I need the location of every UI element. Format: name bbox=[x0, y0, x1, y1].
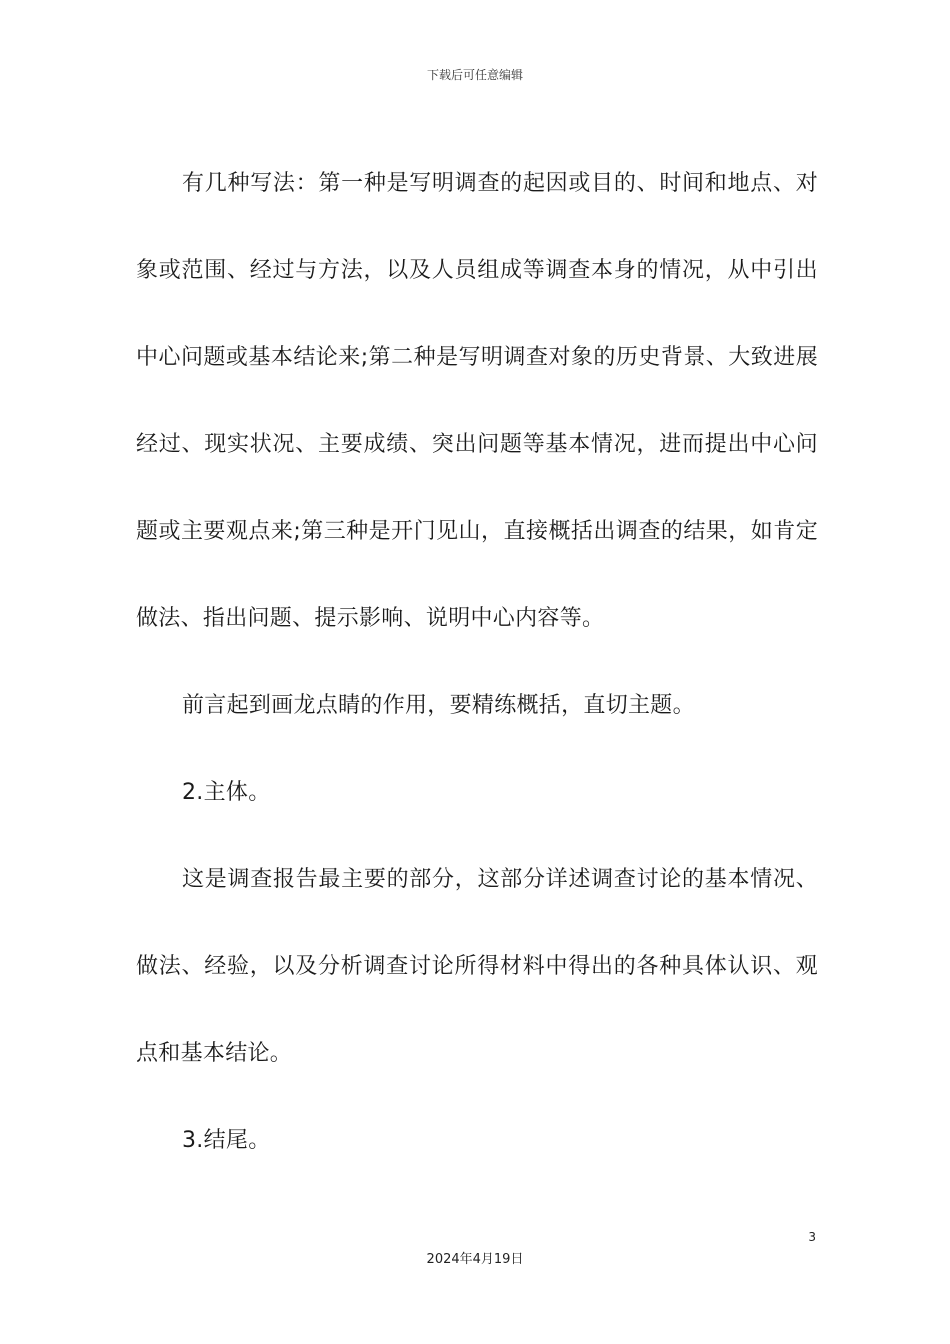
section-heading-conclusion: 3.结尾。 bbox=[182, 1128, 271, 1153]
paragraph-main-body: 这是调查报告最主要的部分，这部分详述调查讨论的基本情况、做法、经验，以及分析调查讨论所得材料中得出的各种具体认识、观点和基本结论。 bbox=[136, 867, 818, 1066]
document-body bbox=[136, 140, 818, 1184]
page-number: 3 bbox=[808, 1230, 816, 1244]
footer-date: 2024年4月19日 bbox=[426, 1252, 524, 1267]
paragraph-intro-methods: 有几种写法：第一种是写明调查的起因或目的、时间和地点、对象或范围、经过与方法，以及人员组成等调查本身的情况，从中引出中心问题或基本结论来;第二种是写明调查对象的历史背景、大致进展经过、现实状况、主要成绩、突出问题等基本情况，进而提出中心问题或主要观点来;第三种是开门见山，直接概括出调查的结果，如肯定做法、指出问题、提示影响、说明中心内容等。 bbox=[136, 171, 818, 631]
page-header: 下载后可任意编辑 bbox=[426, 68, 523, 82]
paragraph-preface-role: 前言起到画龙点睛的作用，要精练概括，直切主题。 bbox=[182, 693, 695, 718]
section-heading-main-body: 2.主体。 bbox=[182, 780, 271, 805]
